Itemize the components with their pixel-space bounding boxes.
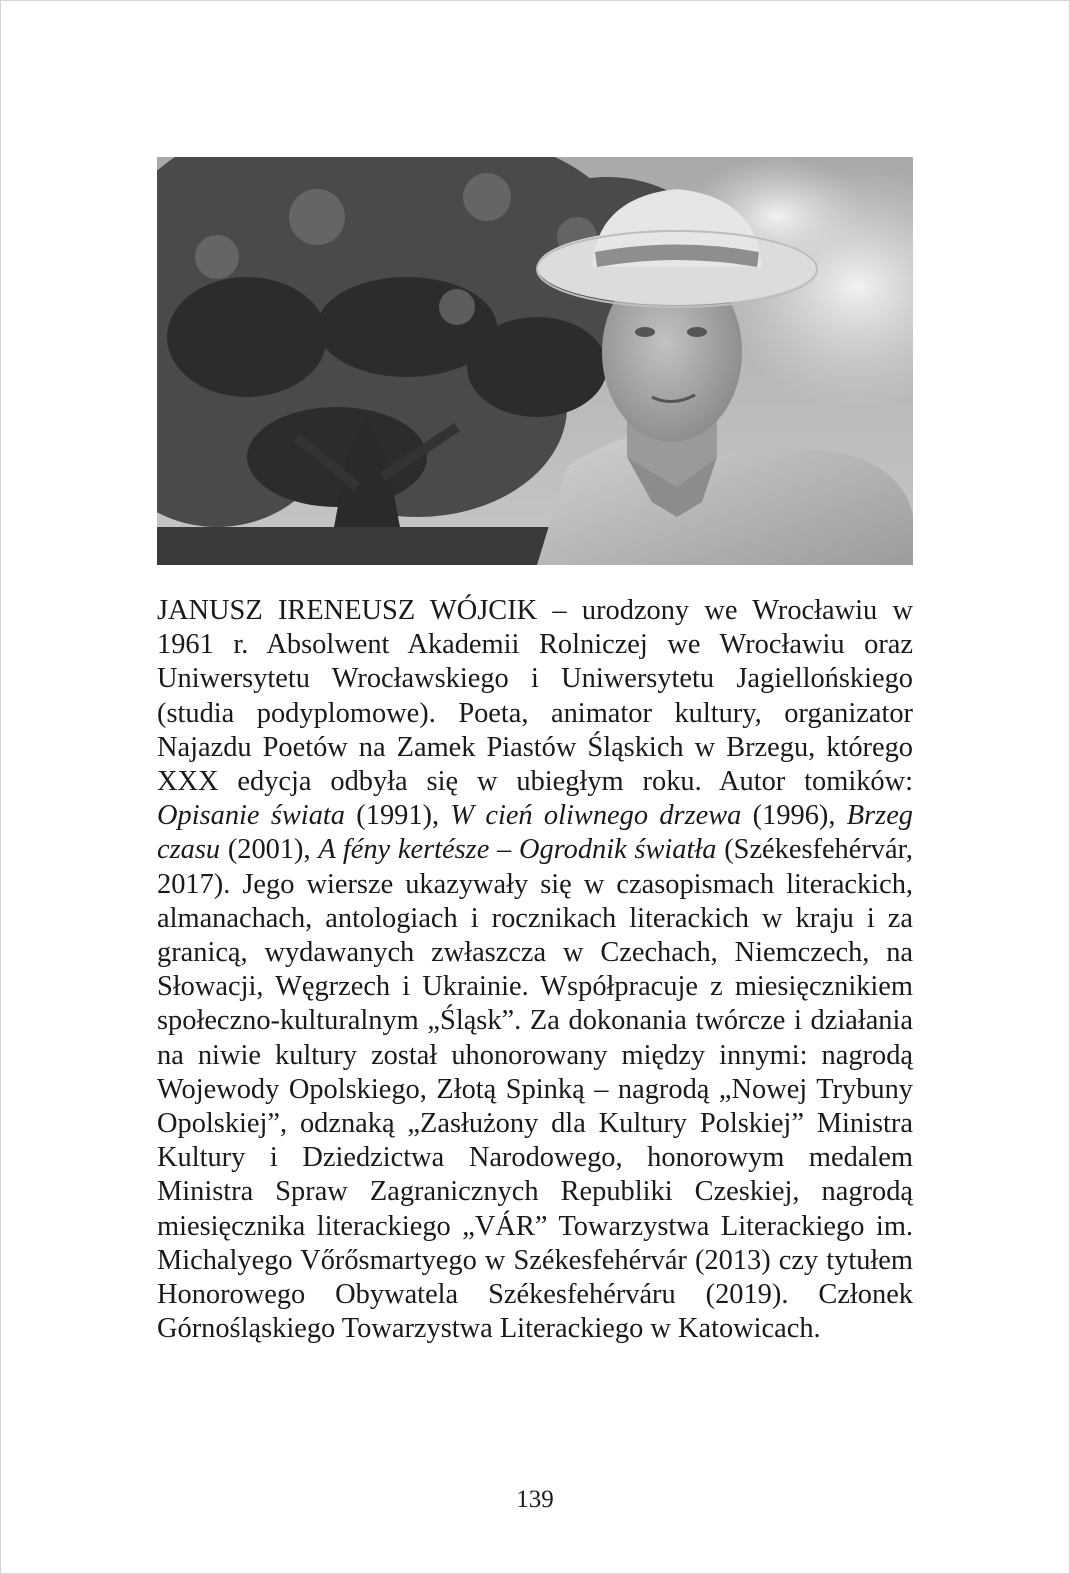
book-title: W cień oliwnego drzewa — [450, 800, 742, 832]
bio-text: (1991), — [344, 800, 451, 832]
author-portrait-photo — [157, 157, 913, 565]
portrait-image — [157, 157, 913, 565]
bio-text: (1996), — [741, 800, 847, 832]
page-number: 139 — [516, 1486, 554, 1513]
bio-text: (2001), — [220, 834, 319, 866]
book-title: Brzeg czasu — [157, 800, 914, 866]
book-title: A fény kertésze – Ogrodnik światła — [318, 834, 717, 866]
bio-text: (Székesfehérvár, 2017). Jego wiersze ukazywały się w czasopismach literackich, almanachach, antologiach i rocznikach literackich w kraju i za granicą, wydawanych zwłaszcza w Czechach, Niemczech, na Słowacji, Węgrzech i Ukrainie. Współpracuje z miesięcznikiem społeczno-kulturalnym „Śląsk”. Za dokonania twórcze i działania na niwie kultury został uhonorowany między innymi: nagrodą Wojewody Opolskiego, Złotą Spinką – nagrodą „Nowej Trybuny Opolskiej”, odznaką „Zasłużony dla Kultury Polskiej” Ministra Kultury i Dziedzictwa Narodowego, honorowym medalem Ministra Spraw Zagranicznych Republiki Czeskiej, nagrodą miesięcznika literackiego „VÁR” Towarzystwa Literackiego im. Michalyego Vőrősmartyego w Székesfehérvár (2013) czy tytułem Honorowego Obywatela Székesfehérváru (2019). Członek Górnośląskiego Towarzystwa Literackiego w Katowicach. — [157, 834, 914, 1345]
book-title: Opisanie świata — [157, 800, 345, 832]
author-name: JANUSZ IRENEUSZ WÓJCIK — [157, 595, 538, 626]
bio-text: – urodzony we Wrocławiu w 1961 r. Absolwent Akademii Rolniczej we Wrocławiu oraz Uniwersytetu Wrocławskiego i Uniwersytetu Jagiellońskiego (studia podyplomowe). Poeta, animator kultury, organizator Najazdu Poetów na Zamek Piastów Śląskich w Brzegu, którego XXX edycja odbyła się w ubiegłym roku. Autor tomików: — [157, 595, 913, 798]
author-biography — [157, 594, 913, 1346]
